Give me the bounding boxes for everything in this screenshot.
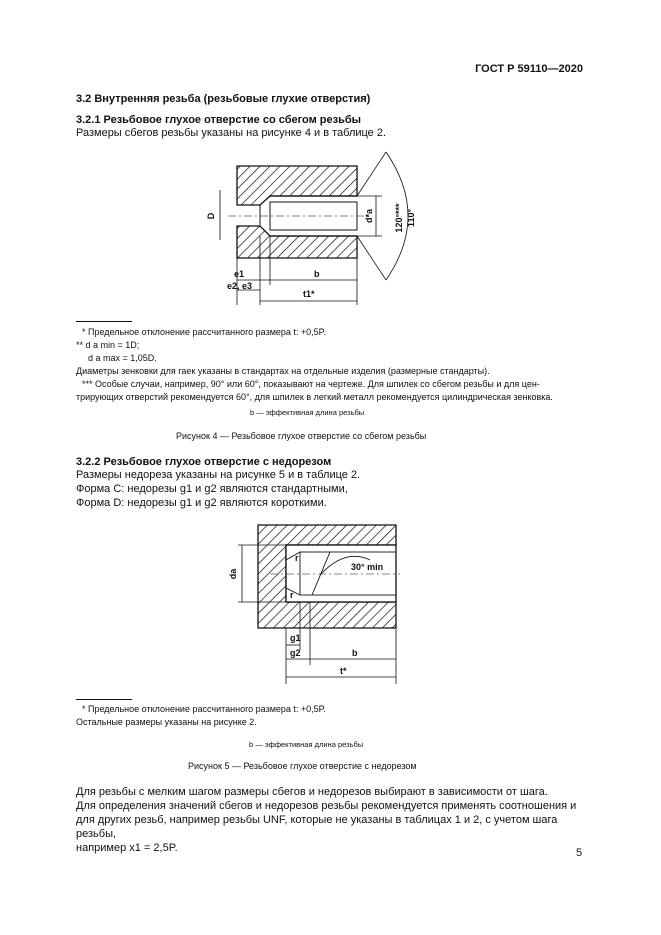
label-D: D xyxy=(206,212,216,220)
label-b-5: b xyxy=(352,648,358,658)
note-line: * Предельное отклонение рассчитанного размера t: +0,5P. xyxy=(82,704,327,714)
label-r-bottom: r xyxy=(290,590,294,600)
section-heading-3-2-2: 3.2.2 Резьбовое глухое отверстие с недорезом xyxy=(76,456,332,468)
label-da-5: da xyxy=(228,568,238,580)
label-b: b xyxy=(314,269,320,279)
footnote-rule-2 xyxy=(76,699,132,700)
paragraph-line: для других резьб, например резьбы UNF, которые не указаны в таблицах 1 и 2, с учетом шага резьбы, xyxy=(76,814,558,840)
figure-4-caption: Рисунок 4 — Резьбовое глухое отверстие со сбегом резьбы xyxy=(176,431,427,441)
paragraph-line: Для определения значений сбегов и недорезов резьбы рекомендуется применять соотношения и xyxy=(76,800,577,812)
label-t-5: t* xyxy=(340,666,347,676)
paragraph-line: Форма D: недорезы g1 и g2 являются короткими. xyxy=(76,497,327,509)
closing-text xyxy=(76,785,586,855)
label-da: d*a xyxy=(364,208,374,224)
label-e2-e3: e2, e3 xyxy=(227,281,253,291)
label-angle-120: 120°*** xyxy=(394,203,404,233)
page-number: 5 xyxy=(576,847,583,859)
standard-header: ГОСТ Р 59110—2020 xyxy=(475,63,583,75)
label-g2: g2 xyxy=(290,648,301,658)
note-line: *** Особые случаи, например, 90° или 60°, показывают на чертеже. Для шпилек со сбегом резьбы и для цен- xyxy=(82,379,540,389)
intro-text: Размеры сбегов резьбы указаны на рисунке 4 и в таблице 2. xyxy=(76,127,387,139)
paragraph-line: Для резьбы с мелким шагом размеры сбегов и недорезов выбирают в зависимости от шага. xyxy=(76,786,548,798)
note-line: ** d a min = 1D; xyxy=(76,340,140,350)
section-heading-3-2-1: 3.2.1 Резьбовое глухое отверстие со сбегом резьбы xyxy=(76,114,362,126)
label-e1: e1 xyxy=(234,269,245,279)
label-t1: t1* xyxy=(303,289,315,299)
section-heading-3-2: 3.2 Внутренняя резьба (резьбовые глухие отверстия) xyxy=(76,93,371,105)
note-line: Диаметры зенковки для гаек указаны в стандартах на отдельные изделия (размерные стандарты). xyxy=(76,366,490,376)
paragraph-line: Размеры недореза указаны на рисунке 5 и в таблице 2. xyxy=(76,469,361,481)
note-line: * Предельное отклонение рассчитанного размера t: +0,5P. xyxy=(82,327,327,337)
paragraph-line: Форма C: недорезы g1 и g2 являются стандартными, xyxy=(76,483,348,495)
figure-4-legend: b — эффективная длина резьбы xyxy=(250,408,365,417)
figure-5-notes xyxy=(76,703,326,729)
figure-5-caption: Рисунок 5 — Резьбовое глухое отверстие с недорезом xyxy=(188,761,417,771)
label-r-top: r xyxy=(295,553,299,563)
note-line: d a max = 1,05D. xyxy=(88,353,157,363)
paragraph-line: например x1 = 2,5P. xyxy=(76,842,178,854)
label-g1: g1 xyxy=(290,633,301,643)
note-line: трирующих отверстий рекомендуется 60°, для шпилек в легкий металл рекомендуется цилиндрическая зенковка. xyxy=(76,392,553,402)
figure-5-legend: b — эффективная длина резьбы xyxy=(249,740,364,749)
note-line: Остальные размеры указаны на рисунке 2. xyxy=(76,717,257,727)
label-angle-30: 30° min xyxy=(351,562,384,572)
label-angle-110: 110° xyxy=(406,208,416,228)
